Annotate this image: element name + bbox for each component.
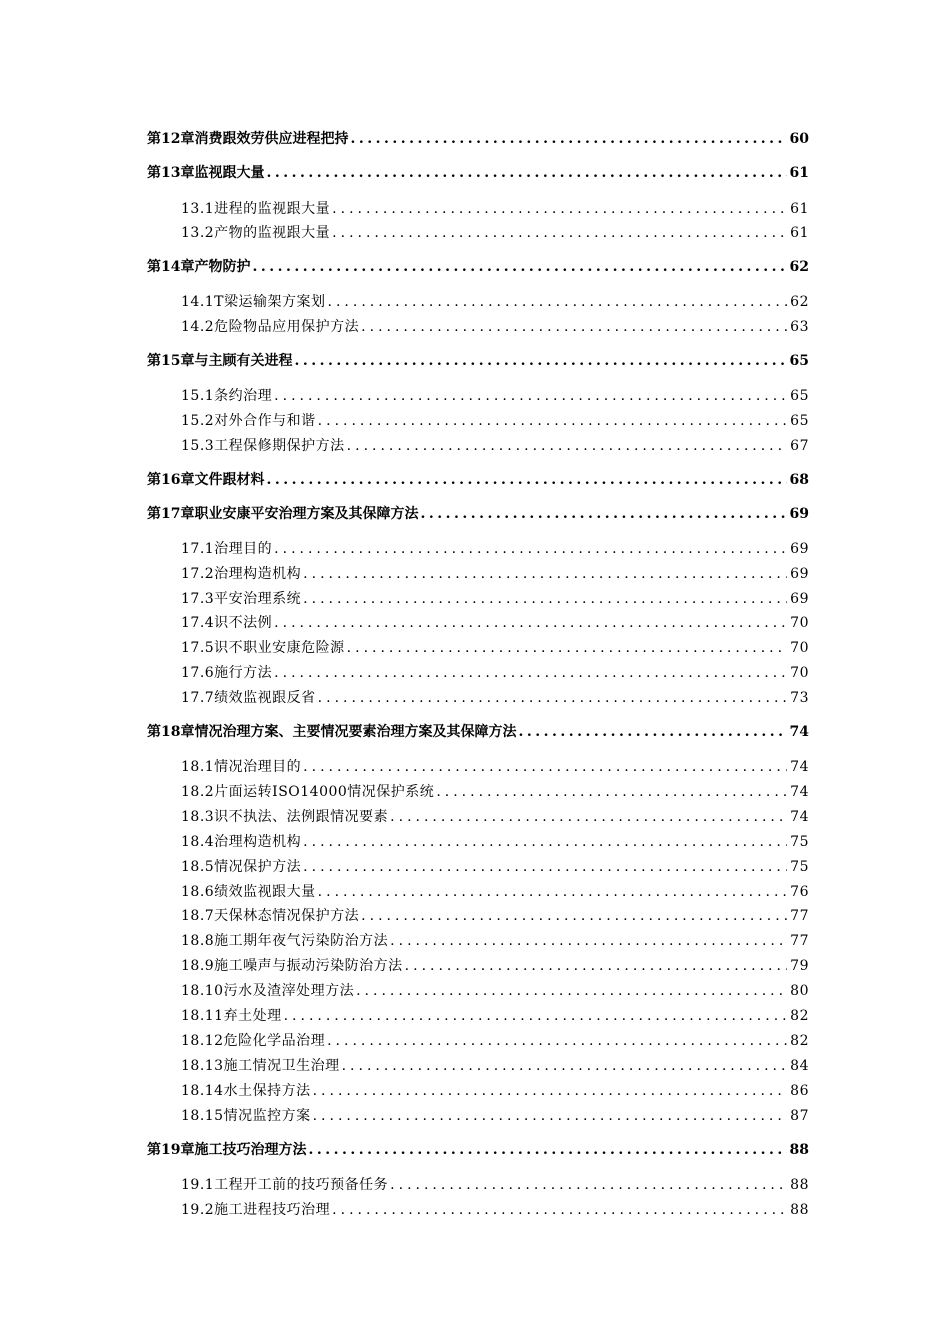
toc-entry-title: 18.4治理构造机构	[181, 834, 302, 850]
toc-page-number: 80	[790, 983, 809, 999]
toc-section-18-14[interactable]	[181, 1080, 809, 1100]
dot-leader	[347, 640, 788, 656]
toc-chapter-15[interactable]	[147, 350, 809, 370]
toc-page-number: 88	[789, 1142, 809, 1158]
toc-section-13-1[interactable]	[181, 198, 809, 218]
toc-entry-title: 第15章与主顾有关进程	[147, 353, 293, 369]
toc-page-number: 74	[790, 784, 809, 800]
toc-entry-title: 第13章监视跟大量	[147, 165, 265, 181]
dot-leader	[347, 438, 788, 454]
toc-entry-title: 17.7绩效监视跟反省	[181, 690, 316, 706]
dot-leader	[274, 388, 787, 404]
dot-leader	[313, 1108, 788, 1124]
dot-leader	[266, 472, 786, 488]
toc-section-13-2[interactable]	[181, 222, 809, 242]
toc-entry-title: 第17章职业安康平安治理方案及其保障方法	[147, 506, 419, 522]
toc-section-18-15[interactable]	[181, 1105, 809, 1125]
toc-section-18-6[interactable]	[181, 881, 809, 901]
toc-entry-title: 18.1情况治理目的	[181, 759, 302, 775]
toc-section-18-5[interactable]	[181, 856, 809, 876]
toc-page-number: 82	[790, 1033, 809, 1049]
toc-page-number: 74	[789, 724, 809, 740]
toc-entry-title: 13.2产物的监视跟大量	[181, 225, 331, 241]
toc-section-17-5[interactable]	[181, 637, 809, 657]
toc-entry-title: 19.2施工进程技巧治理	[181, 1202, 331, 1218]
toc-entry-title: 18.7天保林态情况保护方法	[181, 908, 360, 924]
toc-entry-title: 17.5识不职业安康危险源	[181, 640, 345, 656]
toc-section-18-7[interactable]	[181, 905, 809, 925]
toc-entry-title: 14.2危险物品应用保护方法	[181, 319, 360, 335]
toc-page-number: 61	[789, 165, 809, 181]
toc-entry-title: 17.3平安治理系统	[181, 591, 302, 607]
toc-entry-title: 18.9施工噪声与振动污染防治方法	[181, 958, 403, 974]
dot-leader	[405, 958, 788, 974]
toc-chapter-19[interactable]	[147, 1139, 809, 1159]
toc-section-17-7[interactable]	[181, 687, 809, 707]
toc-page-number: 79	[790, 958, 809, 974]
dot-leader	[252, 259, 786, 275]
toc-page-number: 77	[790, 908, 809, 924]
toc-section-17-4[interactable]	[181, 612, 809, 632]
toc-entry-title: 19.1工程开工前的技巧预备任务	[181, 1177, 389, 1193]
toc-page-number: 65	[790, 413, 809, 429]
dot-leader	[420, 506, 786, 522]
dot-leader	[308, 1142, 786, 1158]
dot-leader	[303, 566, 787, 582]
dot-leader	[318, 690, 788, 706]
toc-entry-title: 15.3工程保修期保护方法	[181, 438, 345, 454]
toc-entry-title: 18.2片面运转ISO14000情况保护系统	[181, 784, 435, 800]
toc-page-number: 61	[790, 225, 809, 241]
dot-leader	[356, 983, 787, 999]
toc-section-17-2[interactable]	[181, 563, 809, 583]
toc-section-17-1[interactable]	[181, 538, 809, 558]
toc-entry-title: 13.1进程的监视跟大量	[181, 201, 331, 217]
toc-chapter-16[interactable]	[147, 469, 809, 489]
dot-leader	[266, 165, 786, 181]
toc-chapter-18[interactable]	[147, 721, 809, 741]
toc-page-number: 88	[790, 1202, 809, 1218]
toc-entry-title: 18.15情况监控方案	[181, 1108, 311, 1124]
toc-page-number: 84	[790, 1058, 809, 1074]
toc-section-15-2[interactable]	[181, 410, 809, 430]
dot-leader	[328, 294, 788, 310]
dot-leader	[436, 784, 787, 800]
dot-leader	[303, 591, 787, 607]
toc-entry-title: 18.10污水及渣滓处理方法	[181, 983, 355, 999]
toc-entry-title: 第12章消费跟效劳供应进程把持	[147, 131, 349, 147]
toc-entry-title: 18.11弃土处理	[181, 1008, 282, 1024]
dot-leader	[518, 724, 786, 740]
toc-section-14-2[interactable]	[181, 316, 809, 336]
toc-section-18-13[interactable]	[181, 1055, 809, 1075]
dot-leader	[303, 759, 787, 775]
toc-section-18-8[interactable]	[181, 930, 809, 950]
toc-entry-title: 18.12危险化学品治理	[181, 1033, 326, 1049]
toc-entry-title: 第16章文件跟材料	[147, 472, 265, 488]
toc-section-18-9[interactable]	[181, 955, 809, 975]
toc-entry-title: 17.6施行方法	[181, 665, 273, 681]
dot-leader	[390, 1177, 787, 1193]
toc-page-number: 70	[790, 640, 809, 656]
dot-leader	[318, 413, 788, 429]
toc-page-number: 69	[790, 541, 809, 557]
toc-section-17-6[interactable]	[181, 662, 809, 682]
toc-page-number: 70	[790, 665, 809, 681]
toc-entry-title: 第14章产物防护	[147, 259, 251, 275]
toc-section-17-3[interactable]	[181, 588, 809, 608]
toc-entry-title: 17.4识不法例	[181, 615, 273, 631]
toc-section-18-4[interactable]	[181, 831, 809, 851]
dot-leader	[361, 908, 787, 924]
toc-page-number: 88	[790, 1177, 809, 1193]
dot-leader	[294, 353, 786, 369]
toc-chapter-17[interactable]	[147, 503, 809, 523]
toc-entry-title: 15.1条约治理	[181, 388, 273, 404]
toc-entry-title: 18.5情况保护方法	[181, 859, 302, 875]
toc-section-19-2[interactable]	[181, 1199, 809, 1219]
dot-leader	[332, 225, 787, 241]
dot-leader	[303, 834, 787, 850]
toc-section-14-1[interactable]	[181, 291, 809, 311]
toc-entry-title: 17.1治理目的	[181, 541, 273, 557]
toc-page-number: 67	[790, 438, 809, 454]
dot-leader	[274, 615, 787, 631]
toc-page-number: 60	[789, 131, 809, 147]
toc-page-number: 65	[789, 353, 809, 369]
dot-leader	[274, 541, 787, 557]
toc-entry-title: 18.13施工情况卫生治理	[181, 1058, 340, 1074]
dot-leader	[361, 319, 787, 335]
dot-leader	[318, 884, 788, 900]
toc-page-number: 73	[790, 690, 809, 706]
dot-leader	[342, 1058, 788, 1074]
toc-page-number: 74	[790, 759, 809, 775]
toc-page-number: 69	[790, 566, 809, 582]
toc-section-18-10[interactable]	[181, 980, 809, 1000]
toc-page-number: 75	[790, 859, 809, 875]
toc-section-18-1[interactable]	[181, 756, 809, 776]
dot-leader	[313, 1083, 788, 1099]
dot-leader	[390, 809, 787, 825]
dot-leader	[332, 1202, 787, 1218]
toc-page-number: 69	[790, 591, 809, 607]
toc-chapter-12[interactable]	[147, 128, 809, 148]
toc-page-number: 70	[790, 615, 809, 631]
toc-chapter-14[interactable]	[147, 256, 809, 276]
toc-page-number: 62	[790, 294, 809, 310]
toc-entry-title: 14.1T梁运输架方案划	[181, 294, 326, 310]
toc-page-number: 65	[790, 388, 809, 404]
toc-page-number: 61	[790, 201, 809, 217]
toc-entry-title: 18.8施工期年夜气污染防治方法	[181, 933, 389, 949]
toc-page-number: 74	[790, 809, 809, 825]
toc-page-number: 68	[789, 472, 809, 488]
toc-chapter-13[interactable]	[147, 162, 809, 182]
toc-page-number: 62	[789, 259, 809, 275]
dot-leader	[303, 859, 787, 875]
toc-section-18-12[interactable]	[181, 1030, 809, 1050]
toc-page-number: 75	[790, 834, 809, 850]
dot-leader	[284, 1008, 788, 1024]
toc-entry-title: 18.14水土保持方法	[181, 1083, 311, 1099]
dot-leader	[327, 1033, 787, 1049]
toc-entry-title: 18.6绩效监视跟大量	[181, 884, 316, 900]
toc-page-number: 76	[790, 884, 809, 900]
toc-section-15-3[interactable]	[181, 435, 809, 455]
toc-entry-title: 第19章施工技巧治理方法	[147, 1142, 307, 1158]
toc-page-number: 86	[790, 1083, 809, 1099]
toc-page-number: 77	[790, 933, 809, 949]
dot-leader	[350, 131, 786, 147]
dot-leader	[390, 933, 787, 949]
toc-page-number: 69	[789, 506, 809, 522]
toc-entry-title: 18.3识不执法、法例跟情况要素	[181, 809, 389, 825]
toc-page-number: 63	[790, 319, 809, 335]
toc-section-18-3[interactable]	[181, 806, 809, 826]
toc-section-18-11[interactable]	[181, 1005, 809, 1025]
toc-entry-title: 17.2治理构造机构	[181, 566, 302, 582]
dot-leader	[274, 665, 787, 681]
toc-section-15-1[interactable]	[181, 385, 809, 405]
toc-section-19-1[interactable]	[181, 1174, 809, 1194]
toc-section-18-2[interactable]	[181, 781, 809, 801]
toc-entry-title: 第18章情况治理方案、主要情况要素治理方案及其保障方法	[147, 724, 517, 740]
dot-leader	[332, 201, 787, 217]
toc-page-number: 87	[790, 1108, 809, 1124]
toc-entry-title: 15.2对外合作与和谐	[181, 413, 316, 429]
toc-page-number: 82	[790, 1008, 809, 1024]
